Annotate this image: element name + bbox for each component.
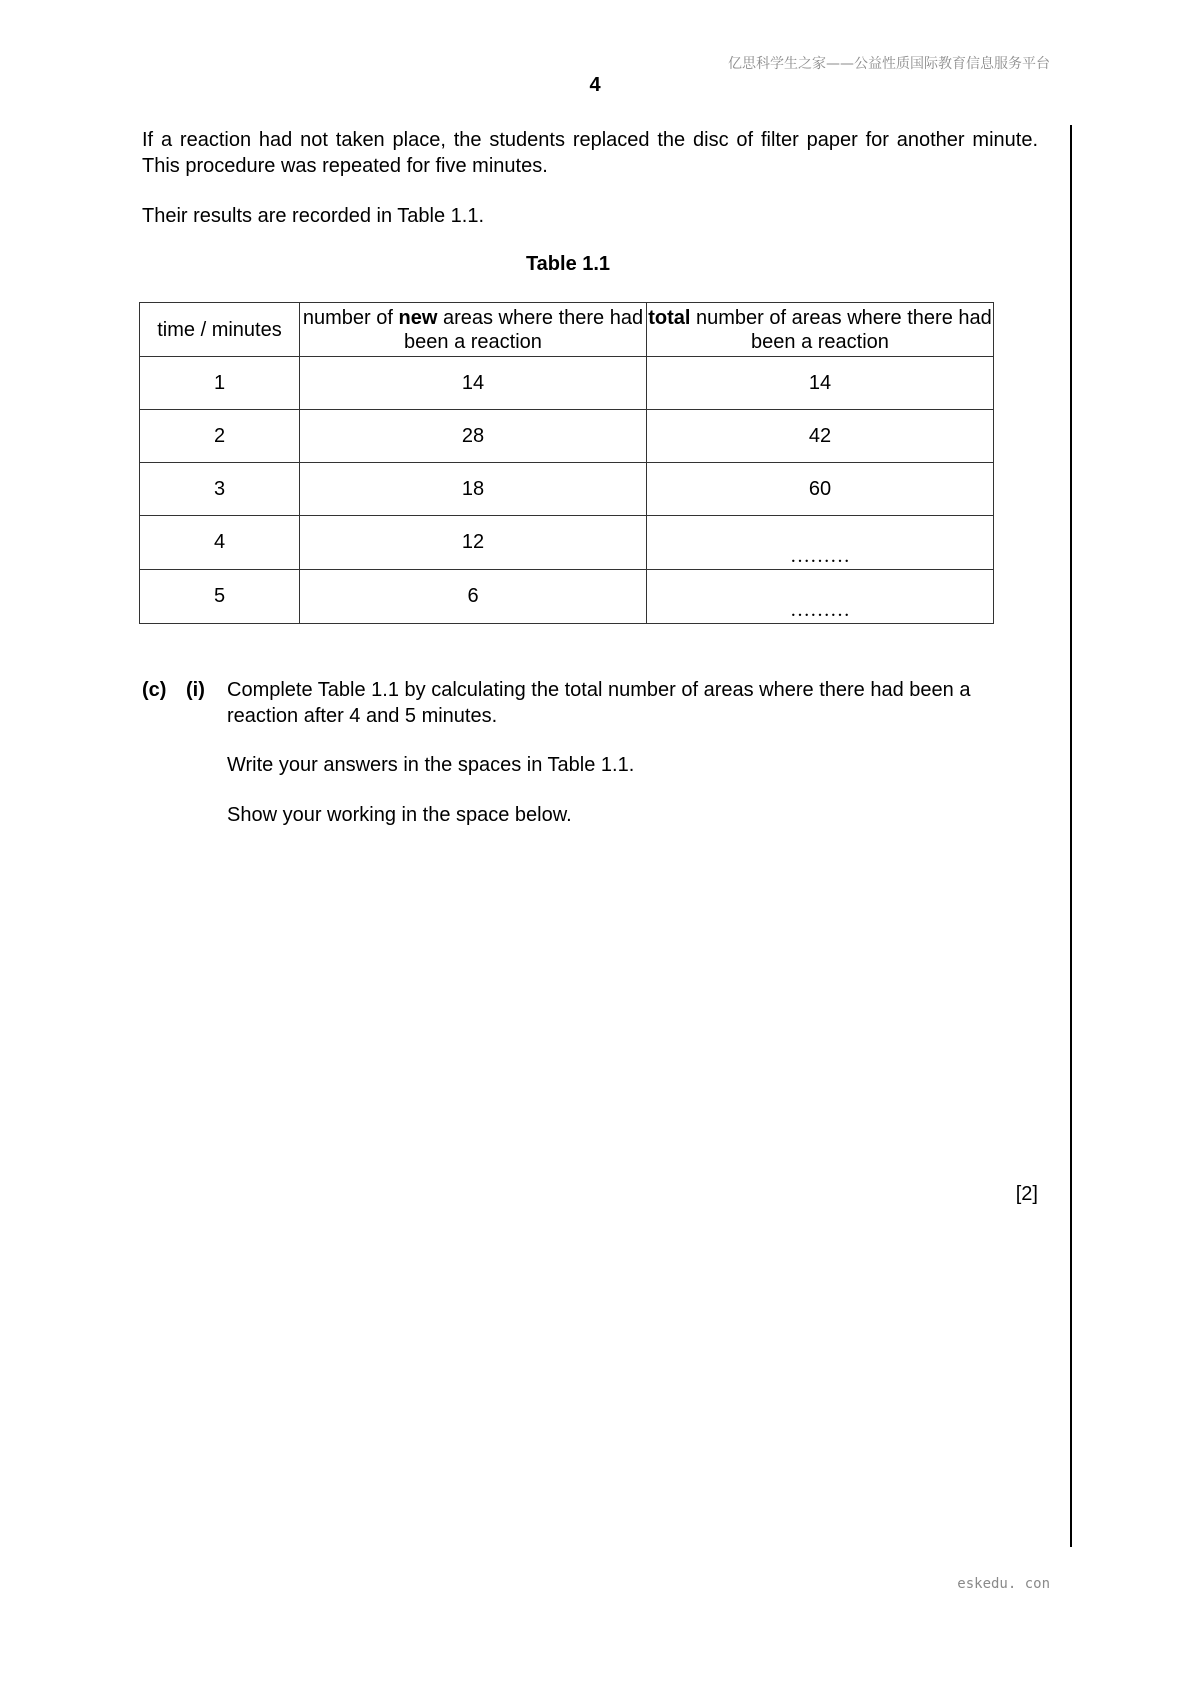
cell-time: 2 <box>140 410 300 463</box>
header-new-pre: number of <box>302 306 399 329</box>
cell-new: 6 <box>300 570 647 624</box>
cell-new: 12 <box>300 516 647 570</box>
question-subpart-label: (i) <box>186 679 205 701</box>
question-text-2: Write your answers in the spaces in Table 1.1. <box>227 754 635 776</box>
cell-time: 4 <box>140 516 300 570</box>
answer-dots: ……… <box>790 599 850 621</box>
header-total-post: number of areas where there had been a reaction <box>690 306 992 353</box>
answer-dots: ……… <box>790 545 850 567</box>
answer-blank-5-min[interactable] <box>647 570 994 624</box>
margin-rule <box>1070 125 1072 1547</box>
header-watermark: 亿思科学生之家——公益性质国际教育信息服务平台 <box>728 56 1050 72</box>
cell-total: 42 <box>647 410 994 463</box>
table-row <box>140 570 994 624</box>
intro-paragraph-2: Their results are recorded in Table 1.1. <box>142 205 485 227</box>
question-part-label: (c) <box>142 679 167 701</box>
header-new-areas <box>300 303 647 357</box>
footer-watermark: eskedu. con <box>957 1576 1050 1592</box>
cell-total: 14 <box>647 357 994 410</box>
marks-label: [2] <box>1015 1183 1038 1205</box>
results-table <box>139 302 994 624</box>
table-row <box>140 463 994 516</box>
page-number: 4 <box>589 74 601 96</box>
question-text-3: Show your working in the space below. <box>227 804 572 826</box>
cell-total: 60 <box>647 463 994 516</box>
table-row <box>140 357 994 410</box>
table-row <box>140 410 994 463</box>
intro-paragraph-1: If a reaction had not taken place, the students replaced the disc of filter paper for another minute. This procedure was repeated for five minutes. <box>142 129 1038 177</box>
table-caption: Table 1.1 <box>525 253 611 275</box>
header-new-post: areas where there had been a reaction <box>404 306 644 353</box>
header-time: time / minutes <box>140 303 300 357</box>
cell-time: 1 <box>140 357 300 410</box>
cell-time: 5 <box>140 570 300 624</box>
cell-time: 3 <box>140 463 300 516</box>
header-new-bold: new <box>398 306 438 329</box>
header-total-areas <box>647 303 994 357</box>
question-text-1: Complete Table 1.1 by calculating the total number of areas where there had been a reaction after 4 and 5 minutes. <box>227 679 971 727</box>
cell-new: 14 <box>300 357 647 410</box>
table-header-row <box>140 303 994 357</box>
table-row <box>140 516 994 570</box>
cell-new: 28 <box>300 410 647 463</box>
answer-blank-4-min[interactable] <box>647 516 994 570</box>
header-total-bold: total <box>648 306 691 329</box>
cell-new: 18 <box>300 463 647 516</box>
